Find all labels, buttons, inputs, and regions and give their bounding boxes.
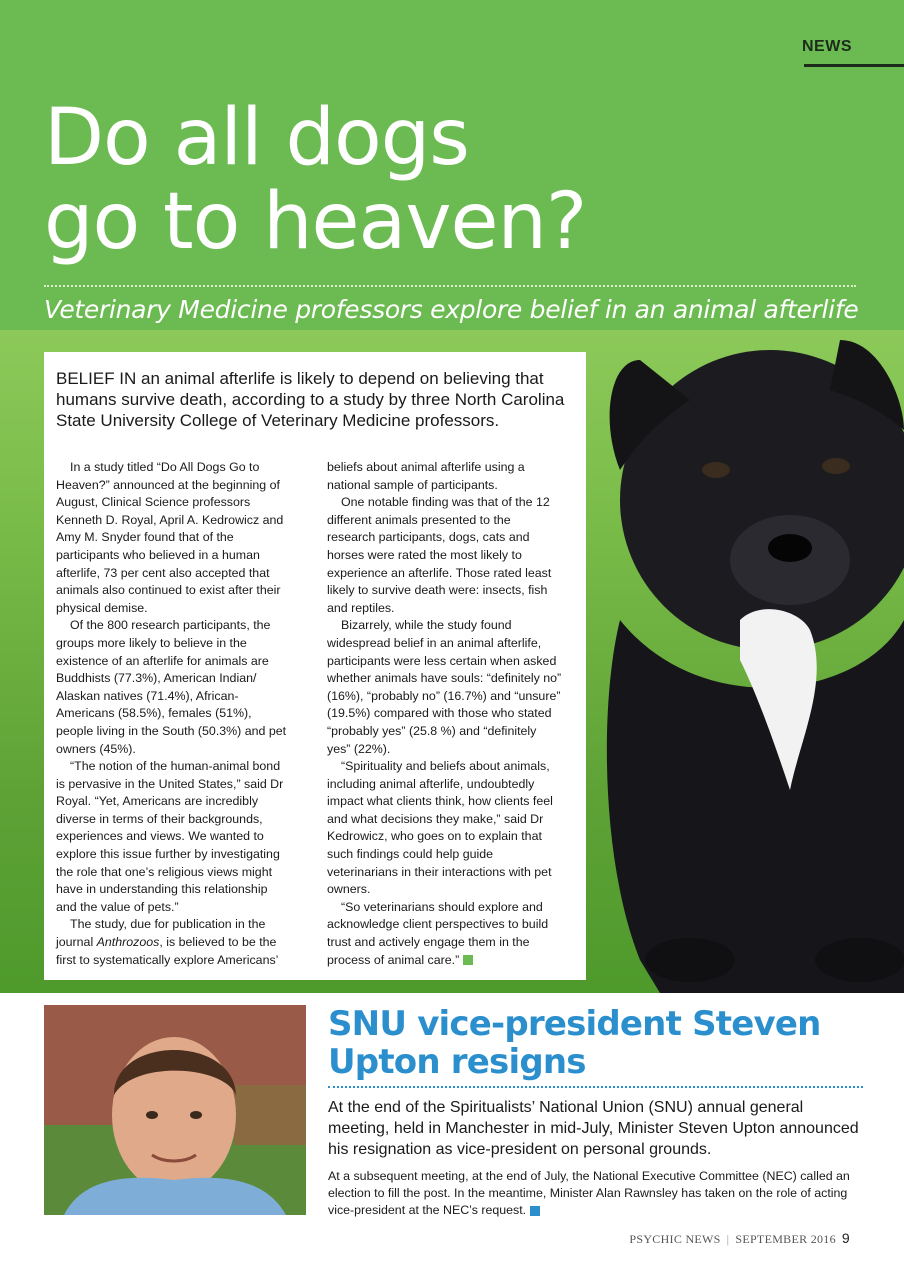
subheadline: Veterinary Medicine professors explore belief in an animal afterlife <box>44 295 859 324</box>
headline-line-1: Do all dogs <box>44 93 469 183</box>
snu-lede: At the end of the Spiritualists’ National Union (SNU) annual general meeting, held in Manchester in mid-July, Minister Steven Upton announced his resignation as vice-president on personal grounds. <box>328 1099 859 1158</box>
paragraph-text: The study, due for publication in the journal <box>56 917 266 950</box>
section-tag: NEWS <box>802 38 852 55</box>
paragraph: beliefs about animal afterlife using a national sample of participants. <box>327 460 525 492</box>
footer-separator: | <box>726 1232 730 1246</box>
paragraph: Bizarrely, while the study found widespread belief in an animal afterlife, participants were less certain when asked whether animals have souls: “definitely no” (16%), “probably no” (16.7%) and “unsure” (19.5%) compared with those who stated “probably yes” (25.8 %) and “definitely yes” (22%). <box>327 618 562 756</box>
paragraph <box>327 899 562 969</box>
article-column-2 <box>327 459 562 969</box>
page-number: 9 <box>841 1230 850 1246</box>
page-footer <box>629 1230 850 1247</box>
green-end-square-icon <box>463 955 473 965</box>
main-headline <box>44 93 587 267</box>
headline-line-2: go to heaven? <box>44 177 587 267</box>
paragraph: One notable finding was that of the 12 different animals presented to the research participants, dogs, cats and horses were rated the most likely to experience an afterlife. Those rated least likely to survive death were: insects, fish and reptiles. <box>327 495 552 615</box>
section-rule <box>804 64 904 67</box>
paragraph: Of the 800 research participants, the groups more likely to believe in the existence of an afterlife for animals are Buddhists (77.3%), American Indian/ Alaskan natives (71.4%), African-Americans (58.5%), females (51%), people living in the South (50.3%) and pet owners (45%). <box>56 618 287 756</box>
article-lede: BELIEF IN an animal afterlife is likely to depend on believing that humans survive death, according to a study by three North Carolina State University College of Veterinary Medicine professors. <box>56 369 565 430</box>
journal-name: Anthrozoos <box>96 935 160 950</box>
publication-name: PSYCHIC NEWS <box>629 1232 721 1246</box>
paragraph: In a study titled “Do All Dogs Go to Heaven?” announced at the beginning of August, Clinical Science professors Kenneth D. Royal, April A. Kedrowicz and Amy M. Snyder found that of the participants who believed in a human afterlife, 73 per cent also accepted that animals also continued to exist after their physical demise. <box>56 460 284 615</box>
snu-divider <box>328 1086 863 1088</box>
paragraph: “The notion of the human-animal bond is pervasive in the United States,” said Dr Royal. “Yet, Americans are incredibly diverse in terms of their backgrounds, experiences and views. We wanted to explore this issue further by investigating the role that one’s religious views might have in understanding this relationship and the value of pets.” <box>56 759 284 914</box>
headline-divider <box>44 285 856 287</box>
paragraph-text: “So veterinarians should explore and acknowledge client perspectives to build trust and actively engage them in the process of animal care.” <box>327 899 549 967</box>
paragraph-text: , is believed to be the first to systematically explore Americans’ <box>56 935 279 967</box>
paragraph: “Spirituality and beliefs about animals, including animal afterlife, undoubtedly impact what clients think, how clients feel and what decisions they make,” said Dr Kedrowicz, who goes on to explain that such findings could help guide veterinarians in their interactions with pet owners. <box>327 759 553 897</box>
paragraph <box>56 916 291 969</box>
snu-body <box>328 1168 868 1219</box>
snu-body-text: At a subsequent meeting, at the end of July, the National Executive Committee (NEC) called an election to fill the post. In the meantime, Minister Alan Rawnsley has taken on the role of acting vice-president at the NEC’s request. <box>328 1169 850 1217</box>
article-text-box <box>44 352 586 980</box>
snu-headline: SNU vice-president Steven Upton resigns <box>328 1004 821 1082</box>
blue-end-square-icon <box>530 1206 540 1216</box>
issue-date: SEPTEMBER 2016 <box>735 1232 836 1246</box>
steven-upton-photo <box>44 1005 306 1215</box>
article-column-1 <box>56 459 291 969</box>
